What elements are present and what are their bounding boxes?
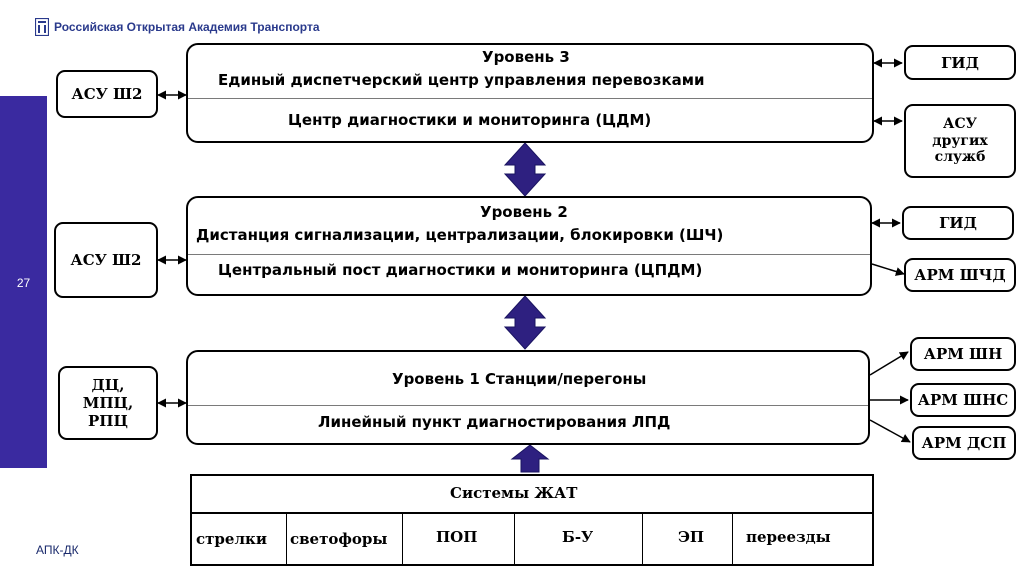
level2-right-gid: ГИД — [902, 206, 1014, 240]
level3-divider — [188, 98, 872, 99]
page-number: 27 — [16, 276, 31, 290]
zhat-title: Системы ЖАТ — [450, 484, 578, 502]
level1-divider — [188, 405, 868, 406]
up-arrow-zhat-icon — [512, 445, 548, 472]
level2-left-asu-sh2: АСУ Ш2 — [54, 222, 158, 298]
zhat-cell: стрелки — [196, 530, 267, 548]
level2-box — [186, 196, 872, 296]
level1-box — [186, 350, 870, 445]
level1-right-arm-shns: АРМ ШНС — [910, 383, 1016, 417]
level3-left-asu-sh2: АСУ Ш2 — [56, 70, 158, 118]
connector-level1-arm-shn — [870, 352, 908, 375]
zhat-col-divider — [732, 514, 733, 564]
double-arrow-l3-l2-icon — [505, 143, 545, 196]
level2-divider — [188, 254, 870, 255]
zhat-cell: ПОП — [436, 528, 478, 546]
zhat-col-divider — [286, 514, 287, 564]
level3-title: Уровень 3 — [482, 48, 570, 66]
level1-right-arm-dsp: АРМ ДСП — [912, 426, 1016, 460]
zhat-cell: Б-У — [562, 528, 594, 546]
double-arrow-l2-l1-icon — [505, 296, 545, 349]
level1-left-dc-mpc-rpc: ДЦ, МПЦ, РПЦ — [58, 366, 158, 440]
organization-name: Российская Открытая Академия Транспорта — [54, 20, 320, 34]
level3-right-gid: ГИД — [904, 45, 1016, 80]
connector-level1-arm-dsp — [870, 420, 910, 442]
level2-right-arm-shchd: АРМ ШЧД — [904, 258, 1016, 292]
zhat-cell: переезды — [746, 528, 831, 546]
level3-line2: Центр диагностики и мониторинга (ЦДМ) — [288, 111, 652, 129]
connector-level2-arm-shchd — [872, 264, 904, 274]
zhat-col-divider — [402, 514, 403, 564]
level2-line2: Центральный пост диагностики и мониторинга (ЦПДМ) — [218, 261, 703, 279]
zhat-col-divider — [514, 514, 515, 564]
level2-line1: Дистанция сигнализации, централизации, блокировки (ШЧ) — [196, 226, 724, 244]
level3-line1: Единый диспетчерский центр управления перевозками — [218, 71, 705, 89]
level2-title: Уровень 2 — [480, 203, 568, 221]
level1-title: Уровень 1 Станции/перегоны — [392, 370, 647, 388]
footer-label: АПК-ДК — [36, 543, 79, 557]
zhat-cell: светофоры — [290, 530, 388, 548]
zhat-systems-table — [190, 474, 874, 566]
level1-right-arm-shn: АРМ ШН — [910, 337, 1016, 371]
zhat-col-divider — [642, 514, 643, 564]
level3-right-asu-services: АСУ других служб — [904, 104, 1016, 178]
zhat-cell: ЭП — [678, 528, 705, 546]
zhat-row-divider — [192, 512, 872, 514]
level1-line2: Линейный пункт диагностирования ЛПД — [318, 413, 671, 431]
level3-box — [186, 43, 874, 143]
